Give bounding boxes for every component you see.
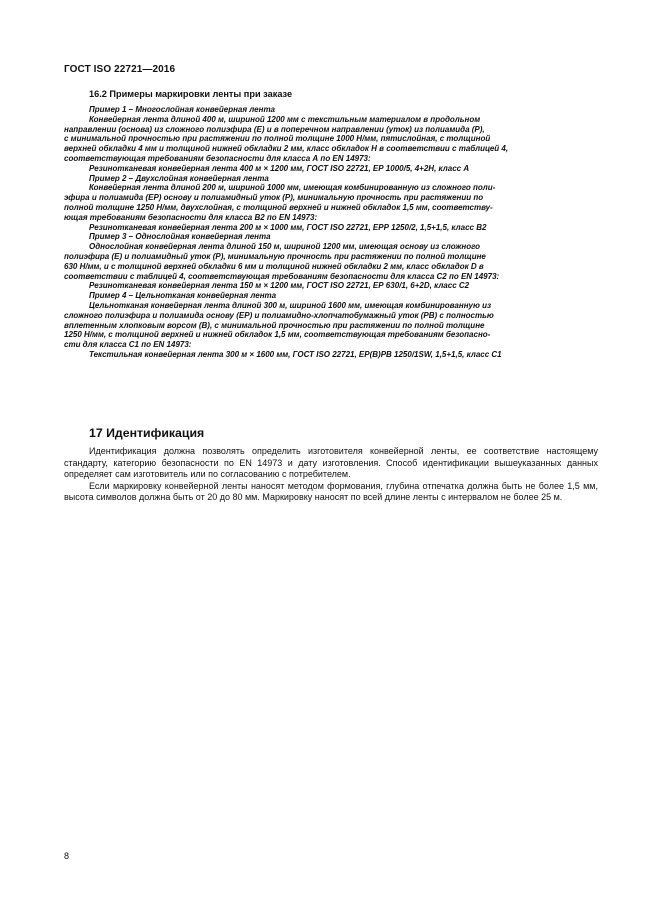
description-line: Конвейерная лента длиной 400 м, шириной 1200 мм с текстильным материалом в продольном xyxy=(89,114,481,124)
page-number: 8 xyxy=(64,851,70,861)
section-17-body xyxy=(64,446,598,504)
description-line: соответствующая требованиям безопасности для класса А по EN 14973: xyxy=(64,153,371,163)
example-heading: Пример 2 – Двухслойная конвейерная лента xyxy=(89,173,269,183)
example-heading: Пример 1 – Многослойная конвейерная лента xyxy=(89,105,276,114)
description-line: ющая требованиям безопасности для класса В2 по EN 14973: xyxy=(64,212,318,222)
example-heading: Пример 4 – Цельнотканая конвейерная лента xyxy=(89,291,277,301)
description-line: полной толщине 1250 Н/мм, двухслойная, с толщиной верхней и нижней обкладок 1,5 мм, соответству- xyxy=(64,202,493,212)
example-marking: Текстильная конвейерная лента 300 м × 1600 мм, ГОСТ ISO 22721, ЕР(В)РВ 1250/1SW, 1,5+1,5, класс С1 xyxy=(89,349,502,359)
section-16-2-title: 16.2 Примеры маркировки ленты при заказе xyxy=(89,89,293,99)
example-marking: Резинотканевая конвейерная лента 200 м × 1000 мм, ГОСТ ISO 22721, ЕРР 1250/2, 1,5+1,5, класс В2 xyxy=(89,222,487,232)
description-line: Цельнотканая конвейерная лента длиной 300 м, шириной 1600 мм, имеющая комбинированную из xyxy=(89,300,492,310)
description-line: сложного полиэфира и полиамида основу (ЕР) и полиамидно-хлопчатобумажный уток (РВ) с полностью xyxy=(64,310,494,320)
example-marking: Резинотканевая конвейерная лента 150 м × 1200 мм, ГОСТ ISO 22721, ЕР 630/1, 6+2D, класс С2 xyxy=(89,281,470,291)
description-line: вплетенным хлопковым ворсом (В), с минимальной прочностью при растяжении по полной толщине xyxy=(64,320,485,330)
description-line: 1250 Н/мм, с толщиной верхней и нижней обкладок 1,5 мм, соответствующая требованиям безопасно- xyxy=(64,330,491,340)
description-line: верхней обкладки 4 мм и толщиной нижней обкладки 2 мм, класс обкладок Н в соответствии с таблицей 4, xyxy=(64,144,509,154)
description-line: сти для класса С1 по EN 14973: xyxy=(64,340,192,350)
description-line: полиэфира (Е) и полиамидный уток (Р), минимальную прочность при растяжении по полной толщине xyxy=(64,251,486,261)
marking-examples xyxy=(64,105,598,360)
example-description xyxy=(64,301,598,350)
example-description xyxy=(64,183,598,222)
description-line: Однослойная конвейерная лента длиной 150 м, шириной 1200 мм, имеющая основу из сложного xyxy=(89,242,481,252)
example-heading: Пример 3 – Однослойная конвейерная лента xyxy=(89,232,271,242)
description-line: с минимальной прочностью при растяжении по полной толщине 1000 Н/мм, пятислойная, с толщиной xyxy=(64,134,491,144)
description-line: соответствии с таблицей 4, соответствующая требованиям безопасности для класса С2 по EN 14973: xyxy=(64,271,500,281)
document-code-header: ГОСТ ISO 22721—2016 xyxy=(64,64,176,75)
description-line: 630 Н/мм, и с толщиной верхней обкладки 6 мм и толщиной нижней обкладки 2 мм, класс обкладок D в xyxy=(64,261,484,271)
paragraph: Идентификация должна позволять определить изготовителя конвейерной ленты, ее соответствие настоящему стандарту, категорию безопасности по EN 14973 и дату изготовления. Способ идентификации вышеуказанных данных определяет сам изготовитель или по согласованию с потребителем. xyxy=(64,446,598,480)
description-line: направлении (основа) из сложного полиэфира (Е) и в поперечном направлении (уток) из полиамида (Р), xyxy=(64,124,485,134)
example-description xyxy=(64,115,598,164)
section-17-title: 17 Идентификация xyxy=(89,426,205,440)
description-line: эфира и полиамида (ЕР) основу и полиамидный уток (Р), минимальную прочность при растяжении по xyxy=(64,193,484,203)
description-line: Конвейерная лента длиной 200 м, шириной 1000 мм, имеющая комбинированную из сложного поли- xyxy=(89,183,496,193)
example-description xyxy=(64,242,598,281)
example-marking: Резинотканевая конвейерная лента 400 м × 1200 мм, ГОСТ ISO 22721, ЕР 1000/5, 4+2Н, класс А xyxy=(89,163,470,173)
paragraph: Если маркировку конвейерной ленты наносят методом формования, глубина отпечатка должна быть не более 1,5 мм, высота символов должна быть от 20 до 80 мм. Маркировку наносят по всей длине ленты с интервалом не более 25 м. xyxy=(64,480,598,503)
